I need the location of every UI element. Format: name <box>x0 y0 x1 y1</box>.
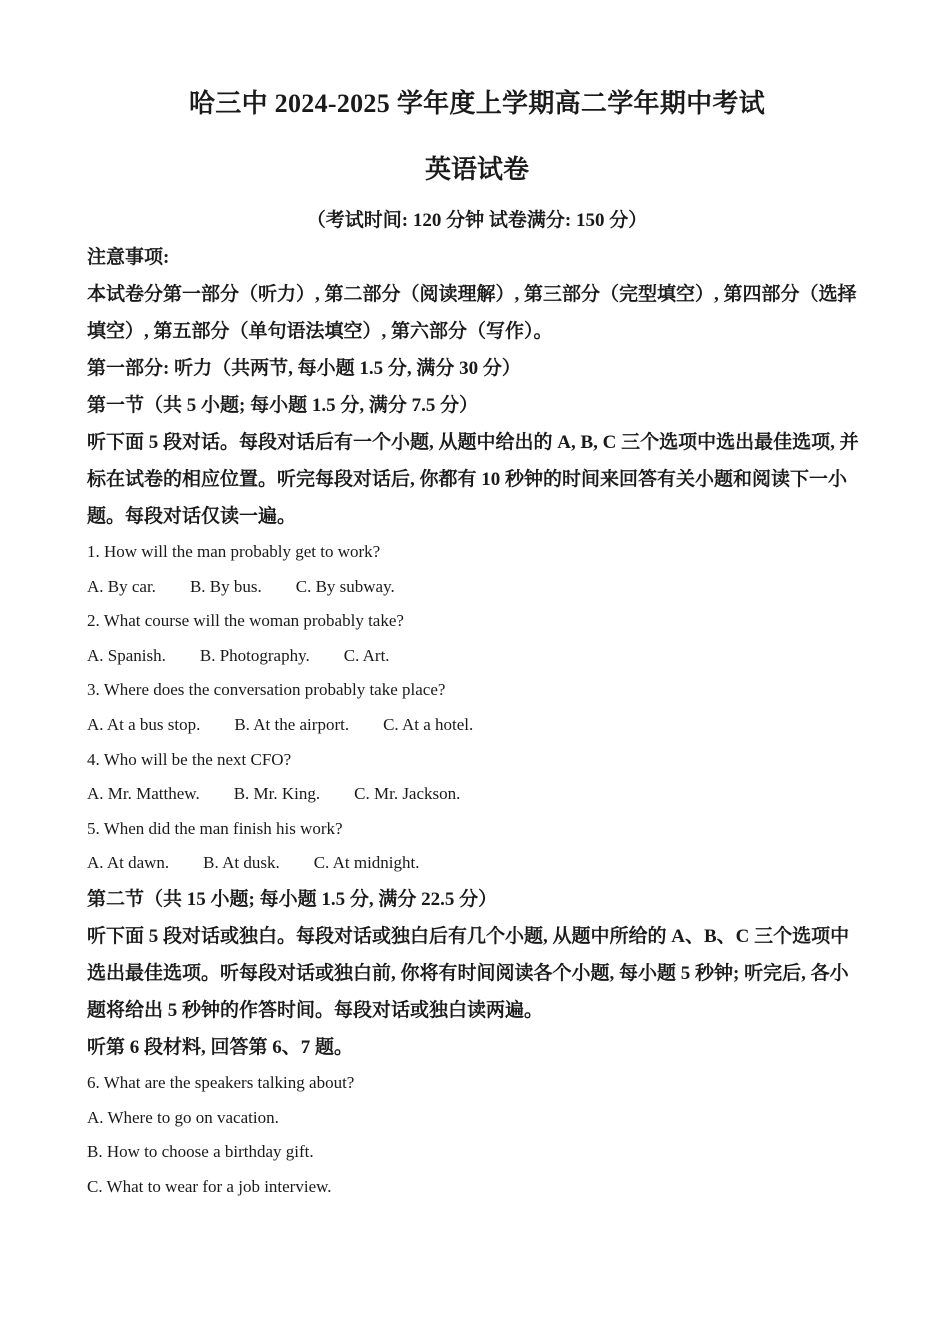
section1-questions <box>87 535 867 881</box>
exam-title: 哈三中 2024-2025 学年度上学期高二学年期中考试 <box>188 89 766 118</box>
section2-heading: 第二节（共 15 小题; 每小题 1.5 分, 满分 22.5 分） <box>87 888 498 910</box>
question-stem: 5. When did the man finish his work? <box>87 818 343 838</box>
option-b: B. At the airport. <box>234 714 350 734</box>
option-a: A. At a bus stop. <box>87 714 201 734</box>
exam-subtitle: 英语试卷 <box>424 155 529 184</box>
section2-instructions: 听下面 5 段对话或独白。每段对话或独白后有几个小题, 从题中所给的 A、B、C 三个选项中选出最佳选项。听每段对话或独白前, 你将有时间阅读各个小题, 每小题 5 秒钟; 听完后, 各小题将给出 5 秒钟的作答时间。每段对话或独白读两遍。 <box>87 925 850 1021</box>
question-stem: 2. What course will the woman probably take? <box>87 611 404 631</box>
question-6 <box>87 1066 867 1204</box>
option-c: C. By subway. <box>295 576 395 596</box>
option-b: B. Photography. <box>199 645 310 665</box>
question-stem: 1. How will the man probably get to work? <box>87 542 381 561</box>
notice-heading: 注意事项: <box>87 247 170 268</box>
question-stem: 6. What are the speakers talking about? <box>87 1072 355 1092</box>
option-c: C. Art. <box>343 645 390 665</box>
question-options <box>87 570 867 605</box>
option-a: A. Spanish. <box>87 645 166 665</box>
option-b: B. At dusk. <box>203 853 280 873</box>
option-b: B. By bus. <box>189 576 262 596</box>
question-options <box>87 708 867 743</box>
option-c: C. What to wear for a job interview. <box>87 1176 332 1196</box>
question-stem: 4. Who will be the next CFO? <box>87 749 292 769</box>
section1-heading: 第一节（共 5 小题; 每小题 1.5 分, 满分 7.5 分） <box>87 395 479 416</box>
part1-heading: 第一部分: 听力（共两节, 每小题 1.5 分, 满分 30 分） <box>87 358 521 379</box>
option-a: A. Where to go on vacation. <box>87 1107 279 1127</box>
question-stem: 3. Where does the conversation probably take place? <box>87 680 446 700</box>
section1-instructions: 听下面 5 段对话。每段对话后有一个小题, 从题中给出的 A, B, C 三个选项中选出最佳选项, 并标在试卷的相应位置。听完每段对话后, 你都有 10 秒钟的时间来回答有关小题和阅读下一小题。每段对话仅读一遍。 <box>87 432 859 527</box>
option-b: B. How to choose a birthday gift. <box>87 1142 314 1162</box>
option-c: C. At a hotel. <box>383 714 474 734</box>
question-options <box>87 777 867 812</box>
option-c: C. At midnight. <box>313 853 420 873</box>
option-a: A. Mr. Matthew. <box>87 784 200 804</box>
material-note: 听第 6 段材料, 回答第 6、7 题。 <box>87 1036 354 1058</box>
question-options <box>87 639 867 674</box>
option-a: A. At dawn. <box>87 853 170 873</box>
exam-page <box>87 84 867 1204</box>
notice-text: 本试卷分第一部分（听力）, 第二部分（阅读理解）, 第三部分（完型填空）, 第四部分（选择填空）, 第五部分（单句语法填空）, 第六部分（写作）。 <box>87 284 857 342</box>
question-options <box>87 846 867 881</box>
option-b: B. Mr. King. <box>233 784 321 804</box>
option-a: A. By car. <box>87 576 156 596</box>
option-c: C. Mr. Jackson. <box>354 784 461 804</box>
exam-time-score-info: （考试时间: 120 分钟 试卷满分: 150 分） <box>306 210 648 231</box>
